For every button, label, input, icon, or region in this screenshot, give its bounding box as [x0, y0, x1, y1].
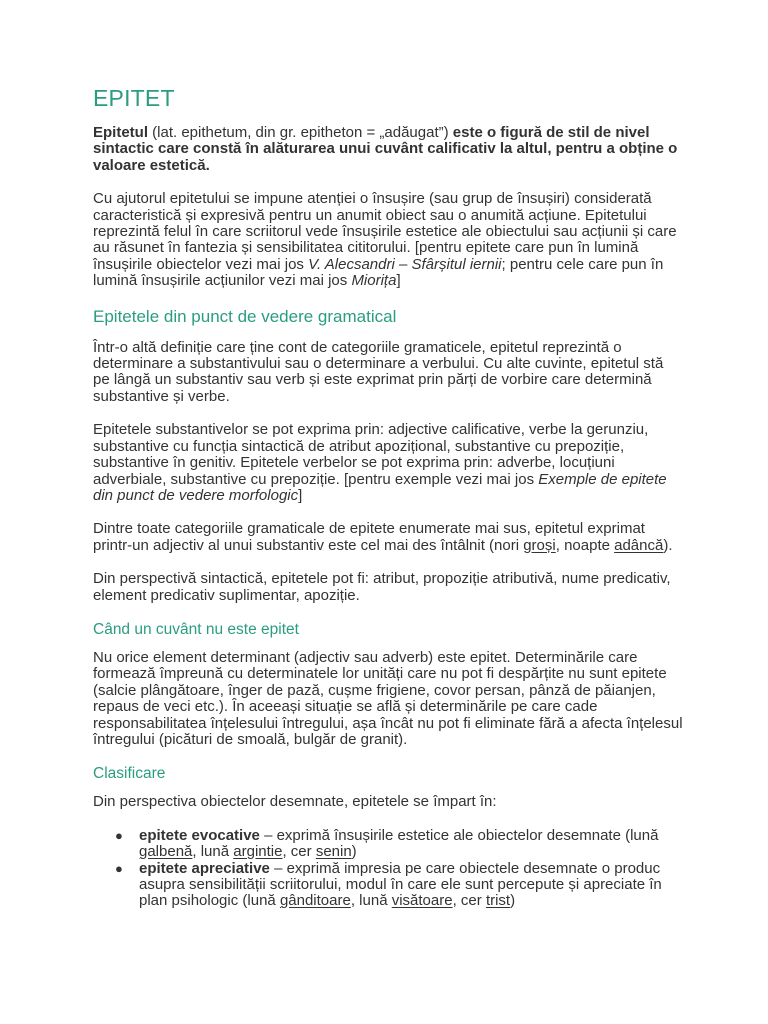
intro-definition: este o figură de stil de nivel sintactic care constă în alăturarea unui cuvânt calificativ la altul, pentru a obține o valoare estetică. — [93, 124, 678, 174]
classification-list — [93, 828, 683, 910]
grammar-paragraph-2 — [93, 422, 683, 504]
grammar-p3-end: ). — [663, 536, 673, 554]
example-word: trist — [485, 892, 511, 910]
reference-miorita: Miorița — [351, 272, 397, 290]
list-item-term: epitete apreciative — [139, 859, 270, 877]
reference-morphological: Exemple de epitete din punct de vedere morfologic — [93, 470, 667, 504]
list-item-text: – exprimă însușirile estetice ale obiectelor desemnate (lună — [259, 826, 659, 844]
example-word-grosi: groși — [523, 536, 556, 554]
grammar-p3-mid: , noapte — [555, 536, 615, 554]
list-item-evocative — [115, 826, 683, 861]
bullet-icon: ● — [115, 860, 123, 876]
list-item-sep: , cer — [452, 892, 486, 910]
document-title: EPITET — [93, 85, 175, 111]
intro-paragraph — [93, 125, 683, 174]
example-word: senin — [315, 843, 352, 861]
reference-alecsandri: V. Alecsandri – Sfârșitul iernii — [308, 255, 502, 273]
list-item-sep: , lună — [350, 892, 392, 910]
grammar-paragraph-1: Într-o altă definiție care ține cont de categoriile gramaticele, epitetul reprezintă o determinare a substantivului sau o determinare a verbului. Cu alte cuvinte, epitetul stă pe lângă un substantiv sau verb și este exprimat prin părți de vorbire care determină substantive și verbe. — [93, 338, 664, 405]
intro-term: Epitetul — [93, 124, 148, 141]
grammar-paragraph-3 — [93, 521, 683, 554]
description-text: Cu ajutorul epitetului se impune atenției o însușire (sau grup de însușiri) considerată caracteristică și expresivă pentru un anumit obiect sau o anumită acțiune. Epitetului reprezintă felul în care scriitorul vede însușirile estetice ale obiectului sau acțiunii și care au răsunet în fantezia și sensibilitatea cititorului. [pentru epitete care pun în lumină însușirile obiectelor vezi mai jos — [93, 190, 677, 273]
description-paragraph — [93, 191, 683, 289]
example-word: galbenă — [139, 843, 193, 861]
grammar-p3-text: Dintre toate categoriile gramaticale de epitete enumerate mai sus, epitetul exprimat printr-un adjectiv al unui substantiv este cel mai des întâlnit (nori — [93, 520, 645, 554]
list-item-end: ) — [510, 892, 516, 910]
bullet-icon: ● — [115, 827, 123, 843]
example-word: visătoare — [391, 892, 453, 910]
list-item-appreciative — [115, 859, 683, 910]
heading-grammatical: Epitetele din punct de vedere gramatical — [93, 306, 397, 326]
example-word: gânditoare — [279, 892, 351, 910]
list-item-sep: , lună — [192, 843, 234, 861]
list-item-end: ) — [351, 843, 357, 861]
heading-classification: Clasificare — [93, 765, 166, 783]
heading-not-epithet: Când un cuvânt nu este epitet — [93, 620, 299, 638]
classification-intro: Din perspectiva obiectelor desemnate, epitetele se împart în: — [93, 793, 497, 811]
grammar-p2-end: ] — [298, 486, 303, 504]
description-text-end: ] — [396, 272, 401, 290]
grammar-paragraph-4: Din perspectivă sintactică, epitetele pot fi: atribut, propoziție atributivă, nume predicativ, element predicativ suplimentar, apoziție. — [93, 570, 671, 604]
list-item-term: epitete evocative — [139, 826, 260, 844]
example-word: argintie — [233, 843, 283, 861]
intro-etymology: (lat. epithetum, din gr. epitheton = „adăugat”) — [148, 124, 453, 141]
list-item-sep: , cer — [282, 843, 316, 861]
example-word-adanca: adâncă — [614, 536, 664, 554]
description-text-mid: ; pentru cele care pun în lumină însușirile acțiunilor vezi mai jos — [93, 255, 664, 290]
not-epithet-paragraph: Nu orice element determinant (adjectiv sau adverb) este epitet. Determinările care formează împreună cu determinatele lor unități care nu pot fi despărțite nu sunt epitete (salcie plângătoare, înger de pază, cușme frigiene, covor persan, pânză de păianjen, repaus de veci etc.). În aceeași situație se află și determinările pe care cade responsabilitatea înțelesului întregului, așa încât nu pot fi eliminate fără a afecta înțelesul întregului (picături de smoală, bulgăr de granit). — [93, 648, 683, 748]
grammar-p2-text: Epitetele substantivelor se pot exprima prin: adjective calificative, verbe la gerunziu, substantive cu funcția sintactică de atribut apozițional, substantive cu prepoziție, substantive în genitiv. Epitetele verbelor se pot exprima prin: adverbe, locuțiuni adverbiale, substantive cu prepoziție. [pentru exemple vezi mai jos — [93, 421, 649, 488]
document-page — [93, 84, 683, 910]
list-item-text: – exprimă impresia pe care obiectele desemnate o produc asupra sensibilității scriitorului, modul în care ele sunt percepute și apreciate în plan psihologic (lună — [139, 859, 662, 910]
